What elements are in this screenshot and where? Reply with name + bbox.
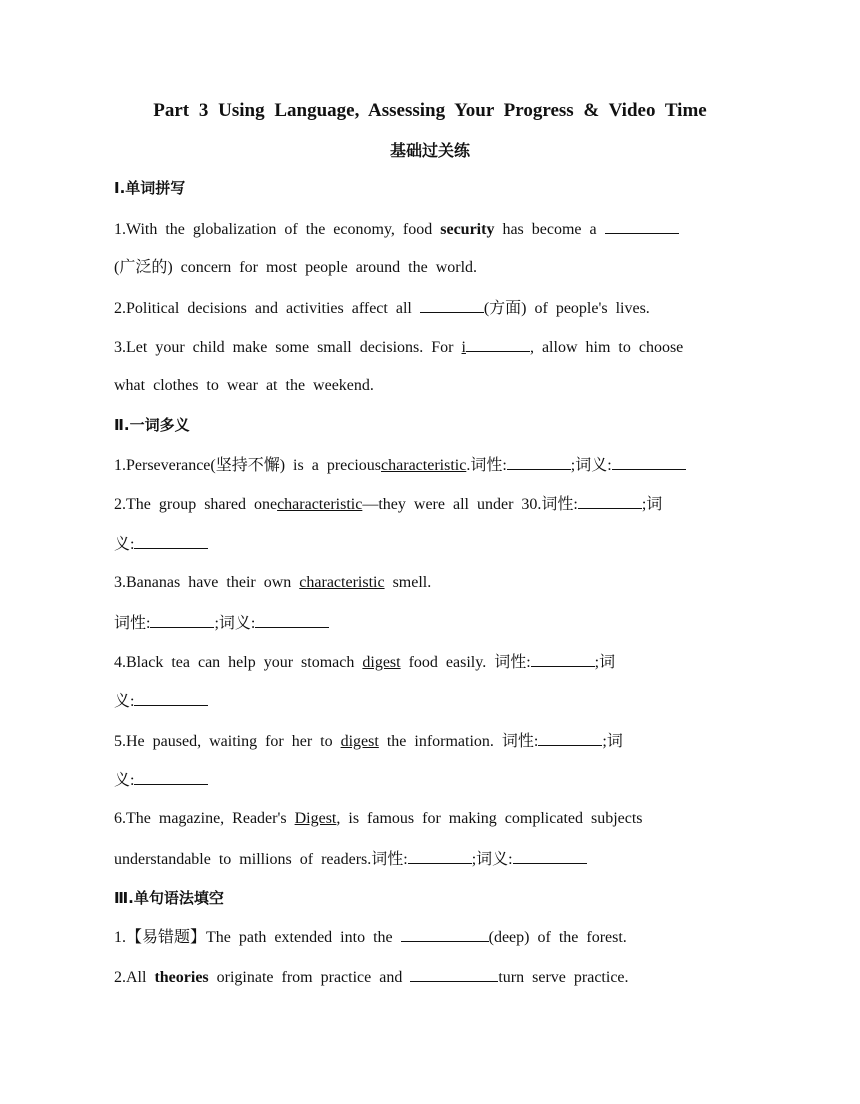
section-1-heading: Ⅰ.单词拼写: [114, 179, 186, 197]
s2-question-5-cont: 义:: [114, 770, 744, 791]
answer-blank[interactable]: [507, 455, 571, 470]
s2-question-4-cont: 义:: [114, 691, 744, 712]
answer-blank[interactable]: [466, 337, 530, 352]
s2-question-3-cont: 词性: ;词义:: [114, 613, 744, 634]
answer-blank[interactable]: [612, 455, 686, 470]
s3-question-2: 2.All theories originate from practice and turn serve practice.: [114, 969, 629, 986]
s2-question-2-cont: 义:: [114, 534, 744, 555]
s2-question-1: 1.Perseverance(坚持不懈) is a preciouscharacteristic.词性: ;词义:: [114, 455, 744, 476]
s2-question-4: 4.Black tea can help your stomach digest food easily. 词性: ;词: [114, 654, 616, 671]
section-3-heading: Ⅲ.单句语法填空: [114, 889, 224, 907]
answer-blank[interactable]: [134, 770, 208, 785]
answer-blank[interactable]: [401, 927, 489, 942]
s2-question-5: 5.He paused, waiting for her to digest the information. 词性: ;词: [114, 733, 623, 750]
s2-question-3: 3.Bananas have their own characteristic smell.: [114, 574, 432, 591]
s1-question-3: 3.Let your child make some small decisions. For i , allow him to choose: [114, 339, 684, 356]
s1-question-2: 2.Political decisions and activities affect all (方面) of people's lives.: [114, 300, 650, 317]
answer-blank[interactable]: [538, 731, 602, 746]
answer-blank[interactable]: [513, 849, 587, 864]
s2-question-2: 2.The group shared onecharacteristic—they were all under 30.词性: ;词: [114, 496, 663, 513]
answer-blank[interactable]: [410, 967, 498, 982]
answer-blank[interactable]: [134, 691, 208, 706]
s1-question-1-cont: (广泛的) concern for most people around the world.: [114, 259, 478, 276]
answer-blank[interactable]: [134, 534, 208, 549]
answer-blank[interactable]: [531, 652, 595, 667]
s2-question-6-cont: understandable to millions of readers.词性: ;词义:: [114, 849, 744, 870]
page-subtitle: 基础过关练: [389, 141, 470, 160]
answer-blank[interactable]: [150, 613, 214, 628]
page-title: Part 3 Using Language, Assessing Your Progress & Video Time: [153, 100, 707, 121]
s1-question-1: 1.With the globalization of the economy, food security has become a: [114, 219, 744, 240]
s3-question-1: 1.【易错题】The path extended into the (deep) of the forest.: [114, 929, 627, 946]
s2-question-6: 6.The magazine, Reader's Digest, is famous for making complicated subjects: [114, 810, 643, 827]
answer-blank[interactable]: [408, 849, 472, 864]
answer-blank[interactable]: [255, 613, 329, 628]
answer-blank[interactable]: [420, 298, 484, 313]
answer-blank[interactable]: [605, 219, 679, 234]
answer-blank[interactable]: [578, 494, 642, 509]
s1-question-3-cont: what clothes to wear at the weekend.: [114, 377, 374, 394]
section-2-heading: Ⅱ.一词多义: [114, 416, 190, 434]
